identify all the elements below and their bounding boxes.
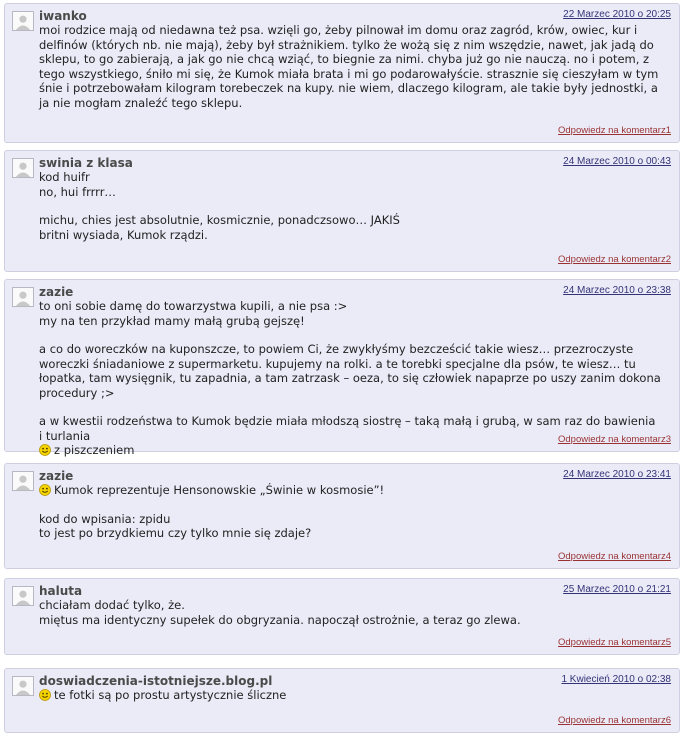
comment-text-span: z piszczeniem xyxy=(54,443,135,457)
comment-5 xyxy=(4,578,680,655)
comment-body xyxy=(39,483,661,541)
comment-author[interactable]: iwanko xyxy=(39,9,87,23)
comment-text-line: britni wysiada, Kumok rządzi. xyxy=(39,227,208,242)
comment-2 xyxy=(4,150,680,272)
comment-6 xyxy=(4,668,680,733)
reply-link[interactable]: Odpowiedz na komentarz6 xyxy=(557,715,671,726)
comment-author[interactable]: doswiadczenia-istotniejsze.blog.pl xyxy=(39,674,273,688)
comment-text-span: te fotki są po prostu artystycznie śliczne xyxy=(54,688,287,702)
reply-link[interactable]: Odpowiedz na komentarz4 xyxy=(557,551,671,562)
comment-text-line: no, hui frrrr… xyxy=(39,184,116,199)
avatar-icon xyxy=(12,158,34,178)
comment-text-line: kod do wpisania: zpidu xyxy=(39,511,171,526)
comment-text-line: kod huifr xyxy=(39,170,90,184)
comment-body xyxy=(39,23,661,110)
reply-link[interactable]: Odpowiedz na komentarz1 xyxy=(557,125,671,136)
comment-text-line: to jest po brzydkiemu czy tylko mnie się zdaje? xyxy=(39,526,312,540)
comment-body xyxy=(39,688,661,703)
comment-text-line: miętus ma identyczny supełek do obgryzania. napoczął ostrożnie, a teraz go zlewa. xyxy=(39,612,521,627)
comment-text-line: my na ten przykład mamy małą grubą gejszę! xyxy=(39,313,305,328)
comment-text-line: michu, chies jest absolutnie, kosmicznie, ponadczsowo… JAKIŚ xyxy=(39,213,400,227)
comment-date-link[interactable]: 25 Marzec 2010 o 21:21 xyxy=(563,584,671,595)
comment-date-link[interactable]: 24 Marzec 2010 o 23:38 xyxy=(563,285,671,296)
comment-text: moi rodzice mają od niedawna też psa. wzięli go, żeby pilnował im domu oraz zagród, krów, owiec, kur i delfinów (których nb. nie mają), żeby był strażnikiem. tylko że wożą się z nim wszędzie, nawet, jak jadą do sklepu, to go zabierają, a jak go nie chcą wziąć, to biegnie za nimi. chyba już go nie nauczą. no i potem, z tego wszystkiego, śniło mi się, że Kumok miała brata i mi go podarowałyście. strasznie się cieszyłam w tym śnie i potrzebowałam kilogram torebeczek na kupy. nie wiem, dlaczego kilogram, ale takie były jednostki, a ja nie mogłam znaleźć tego sklepu. xyxy=(39,23,659,110)
comment-date-link[interactable]: 1 Kwiecień 2010 o 02:38 xyxy=(561,674,671,685)
smiley-icon xyxy=(39,689,51,701)
comment-text-span: a w kwestii rodzeństwa to Kumok będzie miała młodszą siostrę – taką małą i grubą, w sam raz do bawienia i turlania xyxy=(39,414,656,443)
avatar-icon xyxy=(12,287,34,307)
reply-link[interactable]: Odpowiedz na komentarz5 xyxy=(557,637,671,648)
avatar-icon xyxy=(12,676,34,696)
comment-date-link[interactable]: 22 Marzec 2010 o 20:25 xyxy=(563,9,671,20)
smiley-icon xyxy=(39,484,51,496)
comment-text-line: chciałam dodać tylko, że. xyxy=(39,598,185,612)
comment-text-line: to oni sobie damę do towarzystwa kupili, a nie psa :> xyxy=(39,299,348,313)
comment-author[interactable]: swinia z klasa xyxy=(39,156,133,170)
comment-text: a co do woreczków na kuponszcze, to powiem Ci, że zwykłyśmy bezcześcić takie wiesz… przezroczyste woreczki śniadaniowe z supermarketu. kupujemy na rolki. a te torebki specjalne dla psów, te wiesz… tu łopatka, tam wysięgnik, tu zapadnia, a tam zatrzask – oeza, to się człowiek napaprze po uszy zanim dokona procedury ;> xyxy=(39,342,661,400)
comment-text-span: Kumok reprezentuje Hensonowskie „Świnie w kosmosie”! xyxy=(54,483,385,497)
avatar-icon xyxy=(12,471,34,491)
comment-author[interactable]: haluta xyxy=(39,584,83,598)
comment-3 xyxy=(4,279,680,457)
comment-4 xyxy=(4,463,680,569)
comment-body xyxy=(39,170,661,242)
avatar-icon xyxy=(12,586,34,606)
comment-text-line xyxy=(39,483,661,498)
comment-1 xyxy=(4,3,680,143)
comment-author[interactable]: zazie xyxy=(39,469,74,483)
comment-author[interactable]: zazie xyxy=(39,285,74,299)
comment-text-line xyxy=(39,688,661,703)
reply-link[interactable]: Odpowiedz na komentarz3 xyxy=(557,434,671,445)
reply-link[interactable]: Odpowiedz na komentarz2 xyxy=(557,254,671,265)
avatar-icon xyxy=(12,11,34,31)
comment-date-link[interactable]: 24 Marzec 2010 o 00:43 xyxy=(563,156,671,167)
smiley-icon xyxy=(39,444,51,456)
comment-body xyxy=(39,598,661,627)
comment-date-link[interactable]: 24 Marzec 2010 o 23:41 xyxy=(563,469,671,480)
